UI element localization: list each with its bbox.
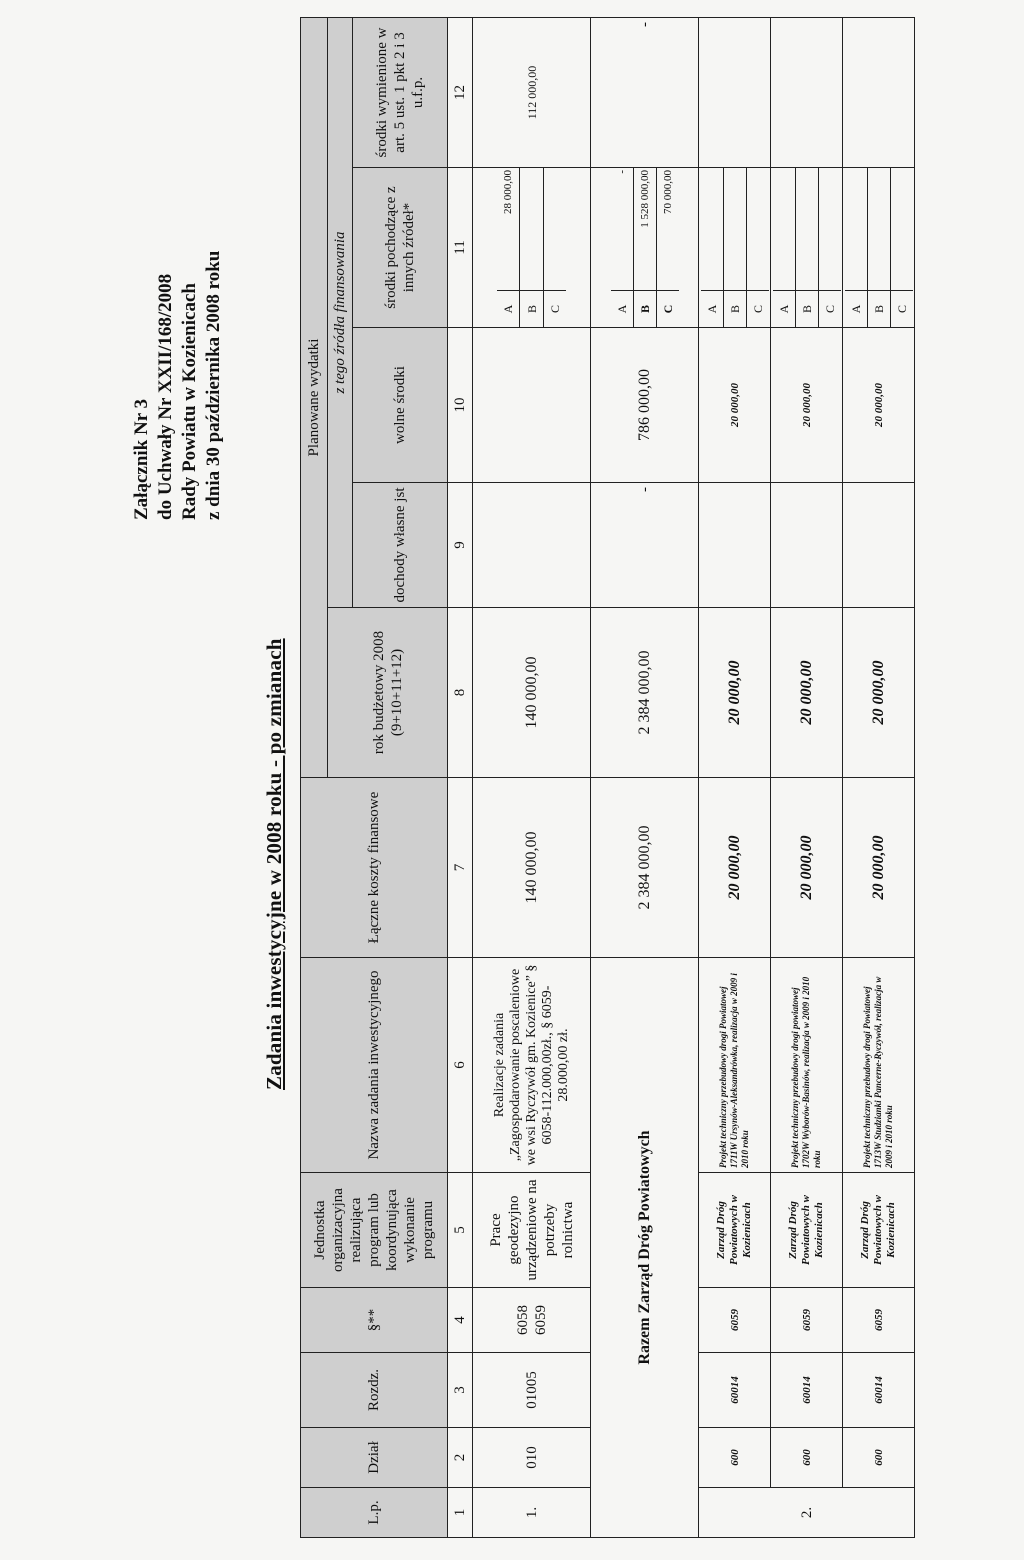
col-num: 5	[448, 1173, 473, 1288]
header-inne: środki pochodzące z innych źródeł*	[353, 168, 448, 328]
table-row	[699, 17, 771, 1537]
header-dzial: Dział	[301, 1428, 448, 1488]
cell-rok: 20 000,00	[699, 608, 771, 778]
source-value	[890, 168, 913, 291]
source-label: B	[867, 291, 890, 328]
source-label: A	[845, 291, 868, 328]
cell-koszty: 140 000,00	[473, 778, 591, 958]
header-nazwa: Nazwa zadania inwestycyjnego	[301, 958, 448, 1173]
sources-subtable	[497, 168, 566, 327]
col-num: 6	[448, 958, 473, 1173]
header-paragraf: §**	[301, 1288, 448, 1353]
col-num: 4	[448, 1288, 473, 1353]
header-rok: rok budżetowy 2008 (9+10+11+12)	[328, 608, 448, 778]
cell-rozdz: 60014	[843, 1353, 915, 1428]
cell-lp: 2.	[699, 1488, 915, 1538]
cell-koszty: 20 000,00	[699, 778, 771, 958]
source-value	[544, 168, 567, 291]
cell-nazwa: Projekt techniczny przebudowy drogi powiatowej 1702W Wyborów-Basinów, realizacja w 2009 i 2010 roku	[771, 958, 843, 1173]
header-dochody: dochody własne jst	[353, 483, 448, 608]
col-num: 2	[448, 1428, 473, 1488]
cell-koszty: 20 000,00	[843, 778, 915, 958]
source-label: A	[701, 291, 724, 328]
cell-art	[699, 17, 771, 167]
source-value: 70 000,00	[661, 170, 674, 214]
source-value: 28 000,00	[497, 168, 520, 291]
header-rozdz: Rozdz.	[301, 1353, 448, 1428]
cell-paragraf: 6059	[843, 1288, 915, 1353]
header-line-4: z dnia 30 października 2008 roku	[203, 250, 224, 520]
investment-table	[300, 17, 915, 1538]
source-label: B	[633, 291, 656, 328]
cell-rok: 20 000,00	[771, 608, 843, 778]
source-value: 1 528 000,00	[633, 168, 656, 291]
summary-koszty: 2 384 000,00	[591, 778, 699, 958]
sources-subtable	[701, 168, 769, 327]
sources-subtable	[845, 168, 913, 327]
header-art: środki wymienione w art. 5 ust. 1 pkt 2 i 3 u.f.p.	[353, 17, 448, 167]
source-value	[773, 168, 796, 291]
source-value: -	[611, 168, 634, 291]
cell-sources	[771, 168, 843, 328]
cell-wolne: 20 000,00	[843, 328, 915, 483]
table-row	[473, 17, 591, 1537]
cell-dochody	[843, 483, 915, 608]
cell-nazwa: Realizacje zadania „Zagospodarowanie poscaleniowe we wsi Ryczywół gm. Kozienice” § 6058-112.000,00zł., § 6059-28.000,00 zł.	[473, 958, 591, 1173]
header-lp: L.p.	[301, 1488, 448, 1538]
cell-paragraf: 6059	[699, 1288, 771, 1353]
sources-subtable	[611, 168, 679, 327]
cell-rozdz: 01005	[473, 1353, 591, 1428]
attachment-header	[130, 251, 226, 520]
sources-subtable	[773, 168, 841, 327]
header-row-1	[301, 17, 328, 1537]
cell-jednostka: Zarząd Dróg Powiatowych w Kozienicach	[699, 1173, 771, 1288]
source-label: B	[795, 291, 818, 328]
summary-label: Razem Zarząd Dróg Powiatowych	[591, 958, 699, 1538]
column-numbers-row	[448, 17, 473, 1537]
cell-art	[843, 17, 915, 167]
cell-koszty: 20 000,00	[771, 778, 843, 958]
cell-jednostka: Prace geodezyjno urządzeniowe na potrzeby rolnictwa	[473, 1173, 591, 1288]
cell-jednostka: Zarząd Dróg Powiatowych w Kozienicach	[843, 1173, 915, 1288]
source-label: A	[611, 291, 634, 328]
col-num: 1	[448, 1488, 473, 1538]
cell-dochody	[699, 483, 771, 608]
source-value	[845, 168, 868, 291]
source-label: C	[746, 291, 769, 328]
header-koszty: Łączne koszty finansowe	[301, 778, 448, 958]
col-num: 9	[448, 483, 473, 608]
cell-rozdz: 60014	[771, 1353, 843, 1428]
source-value	[520, 168, 544, 291]
summary-art: -	[591, 17, 699, 167]
document-title: Zadania inwestycyjne w 2008 roku - po zmianach	[262, 638, 286, 1090]
source-label: A	[773, 291, 796, 328]
cell-dochody	[473, 483, 591, 608]
cell-dzial: 600	[843, 1428, 915, 1488]
cell-nazwa: Projekt techniczny przebudowy drogi Powiatowej 1713W Studzianki Pancerne-Ryczywół, realizacja w 2009 i 2010 roku	[843, 958, 915, 1173]
summary-sources	[591, 168, 699, 328]
cell-sources	[843, 168, 915, 328]
cell-nazwa: Projekt techniczny przebudowy drogi Powiatowej 1711W Ursynów-Aleksandrówka, realizacja w 2009 i 2010 roku	[699, 958, 771, 1173]
summary-rok: 2 384 000,00	[591, 608, 699, 778]
header-planowane: Planowane wydatki	[301, 17, 328, 777]
cell-dochody	[771, 483, 843, 608]
header-jednostka: Jednostka organizacyjna realizująca program lub koordynująca wykonanie programu	[301, 1173, 448, 1288]
source-value	[818, 168, 841, 291]
summary-row	[591, 17, 699, 1537]
header-wolne: wolne środki	[353, 328, 448, 483]
summary-dochody: -	[591, 483, 699, 608]
cell-dzial: 600	[699, 1428, 771, 1488]
source-value	[867, 168, 890, 291]
cell-art: 112 000,00	[473, 17, 591, 167]
cell-art	[771, 17, 843, 167]
col-num: 12	[448, 17, 473, 167]
cell-rok: 140 000,00	[473, 608, 591, 778]
cell-wolne: 20 000,00	[699, 328, 771, 483]
cell-wolne: 20 000,00	[771, 328, 843, 483]
summary-wolne: 786 000,00	[591, 328, 699, 483]
header-z-tego: z tego źródła finansowania	[328, 17, 353, 607]
cell-jednostka: Zarząd Dróg Powiatowych w Kozienicach	[771, 1173, 843, 1288]
source-value	[746, 168, 769, 291]
source-label: C	[544, 291, 567, 328]
source-label: A	[497, 291, 520, 328]
cell-rozdz: 60014	[699, 1353, 771, 1428]
col-num: 3	[448, 1353, 473, 1428]
cell-rok: 20 000,00	[843, 608, 915, 778]
header-line-2: do Uchwały Nr XXII/168/2008	[155, 273, 176, 520]
source-label: C	[890, 291, 913, 328]
source-label: C	[656, 291, 679, 328]
col-num: 11	[448, 168, 473, 328]
table-row	[771, 17, 843, 1537]
cell-wolne	[473, 328, 591, 483]
cell-dzial: 600	[771, 1428, 843, 1488]
source-label: C	[818, 291, 841, 328]
cell-paragraf: 6058 6059	[473, 1288, 591, 1353]
source-label: B	[723, 291, 746, 328]
source-value	[701, 168, 724, 291]
source-label: B	[520, 291, 544, 328]
col-num: 7	[448, 778, 473, 958]
source-value	[723, 168, 746, 291]
header-line-3: Rady Powiatu w Kozienicach	[179, 283, 200, 520]
col-num: 8	[448, 608, 473, 778]
col-num: 10	[448, 328, 473, 483]
cell-dzial: 010	[473, 1428, 591, 1488]
cell-sources	[699, 168, 771, 328]
cell-lp: 1.	[473, 1488, 591, 1538]
cell-paragraf: 6059	[771, 1288, 843, 1353]
table-row	[843, 17, 915, 1537]
header-line-1: Załącznik Nr 3	[131, 398, 152, 520]
cell-sources	[473, 168, 591, 328]
source-value	[795, 168, 818, 291]
